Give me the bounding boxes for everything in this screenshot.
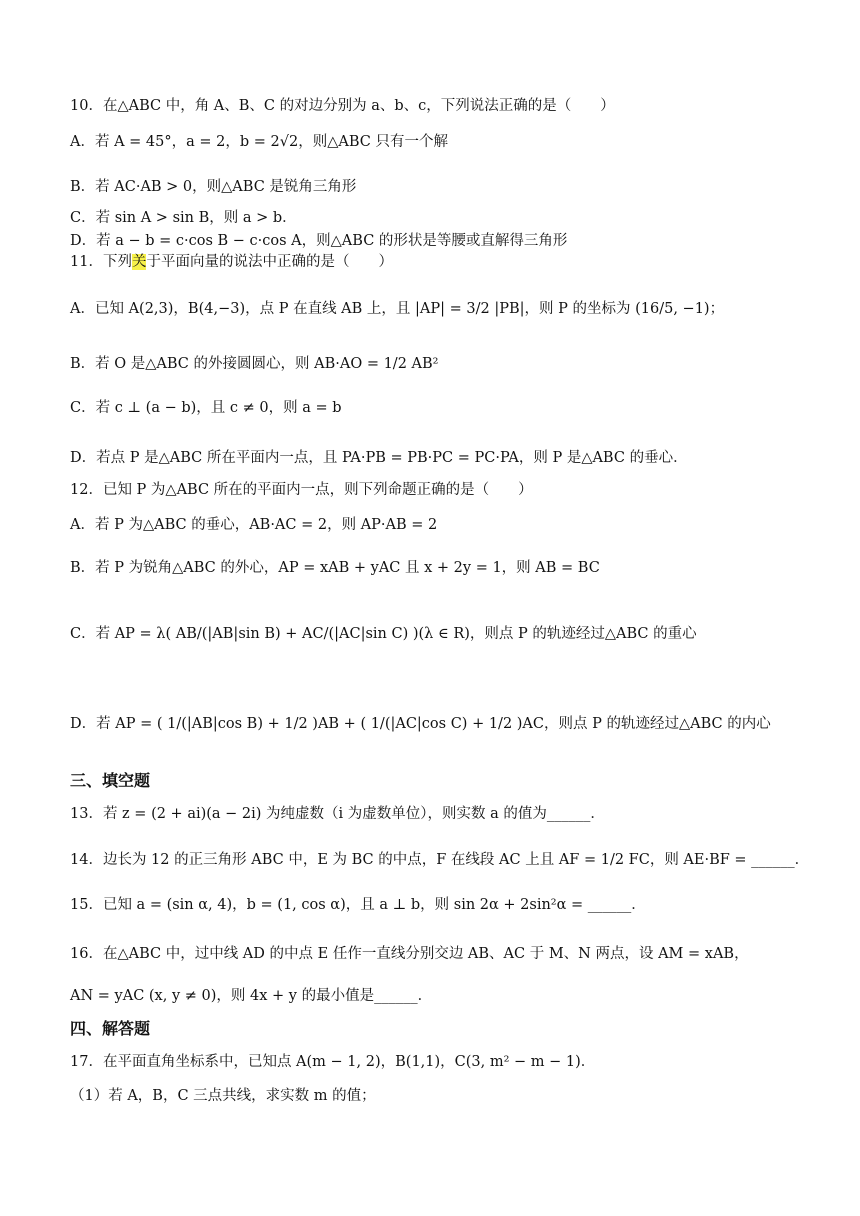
question-14: 14．边长为 12 的正三角形 ABC 中，E 为 BC 的中点，F 在线段 AC 上且 AF = 1/2 FC，则 AE·BF = ______．	[70, 852, 810, 868]
question-10-option-c: C．若 sin A > sin B，则 a > b．	[70, 210, 297, 226]
question-10-stem: 10．在△ABC 中，角 A、B、C 的对边分别为 a、b、c，下列说法正确的是（ ）	[70, 98, 615, 114]
question-11-stem	[70, 252, 393, 272]
question-11-stem-part1: 11．下列	[70, 254, 132, 270]
question-11-option-b: B．若 O 是△ABC 的外接圆圆心，则 AB·AO = 1/2 AB²	[70, 356, 439, 372]
question-11-option-c: C．若 c ⊥ (a − b)，且 c ≠ 0，则 a = b	[70, 400, 342, 416]
section-header-solutions: 四、解答题	[70, 1019, 151, 1038]
question-17-part-1: （1）若 A，B，C 三点共线，求实数 m 的值；	[70, 1088, 376, 1104]
question-10-option-b: B．若 AC·AB > 0，则△ABC 是锐角三角形	[70, 179, 357, 195]
question-12-option-d: D．若 AP = ( 1/(|AB|cos B) + 1/2 )AB + ( 1/(|AC|cos C) + 1/2 )AC，则点 P 的轨迹经过△ABC 的内心	[70, 716, 771, 732]
question-17-stem: 17．在平面直角坐标系中，已知点 A(m − 1, 2)，B(1,1)，C(3, m² − m − 1)．	[70, 1054, 596, 1070]
question-11-stem-part2: 于平面向量的说法中正确的是（ ）	[146, 254, 393, 270]
question-16-line1: 16．在△ABC 中，过中线 AD 的中点 E 任作一直线分别交边 AB、AC 于 M、N 两点，设 AM = xAB，	[70, 946, 749, 962]
question-12-stem: 12．已知 P 为△ABC 所在的平面内一点，则下列命题正确的是（ ）	[70, 482, 533, 498]
question-15: 15．已知 a = (sin α, 4)，b = (1, cos α)，且 a ⊥ b，则 sin 2α + 2sin²α = ______．	[70, 897, 646, 913]
question-13: 13．若 z = (2 + ai)(a − 2i) 为纯虚数（i 为虚数单位），则实数 a 的值为______．	[70, 806, 605, 822]
question-10-option-d: D．若 a − b = c·cos B − c·cos A，则△ABC 的形状是等腰或直解得三角形	[70, 233, 568, 249]
question-12-option-c: C．若 AP = λ( AB/(|AB|sin B) + AC/(|AC|sin C) )(λ ∈ R)，则点 P 的轨迹经过△ABC 的重心	[70, 626, 697, 642]
question-12-option-b: B．若 P 为锐角△ABC 的外心，AP = xAB + yAC 且 x + 2y = 1，则 AB = BC	[70, 560, 600, 576]
question-12-option-a: A．若 P 为△ABC 的垂心，AB·AC = 2，则 AP·AB = 2	[70, 517, 438, 533]
question-11-option-a: A．已知 A(2,3)，B(4,−3)，点 P 在直线 AB 上，且 |AP| = 3/2 |PB|，则 P 的坐标为 (16/5, −1)；	[70, 301, 725, 317]
question-11-option-d: D．若点 P 是△ABC 所在平面内一点，且 PA·PB = PB·PC = PC·PA，则 P 是△ABC 的垂心．	[70, 450, 688, 466]
question-10-option-a: A．若 A = 45°，a = 2，b = 2√2，则△ABC 只有一个解	[70, 134, 448, 150]
question-16-line2: AN = yAC (x, y ≠ 0)，则 4x + y 的最小值是______．	[70, 988, 433, 1004]
highlighted-char: 关	[131, 254, 147, 270]
section-header-fill-in: 三、填空题	[70, 771, 151, 790]
